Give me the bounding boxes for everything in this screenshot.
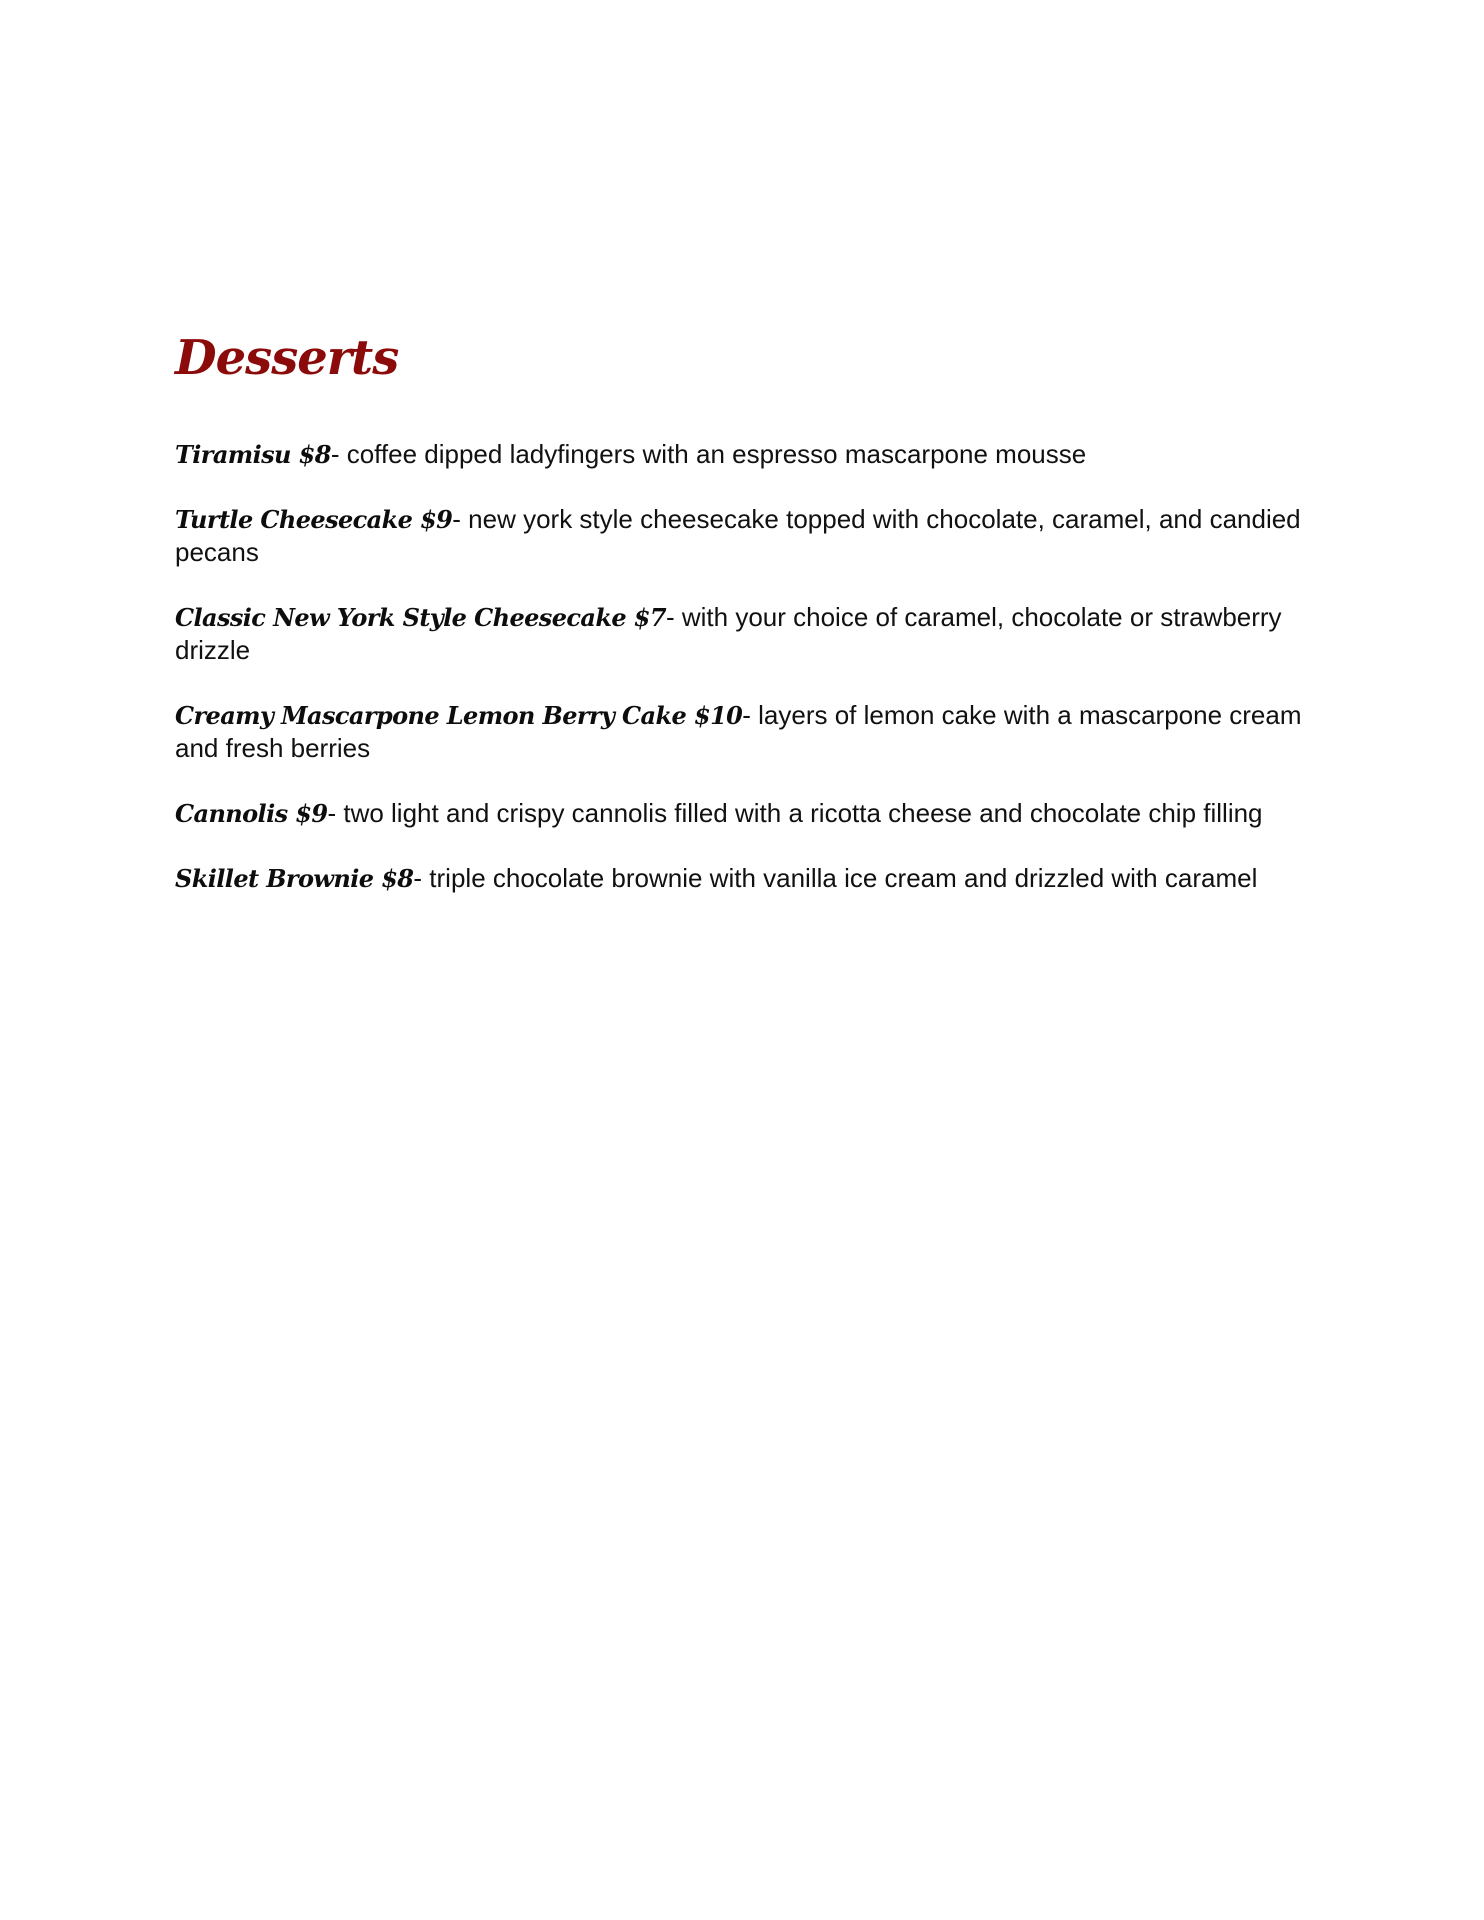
item-description: - coffee dipped ladyfingers with an espresso mascarpone mousse	[330, 439, 1087, 469]
page-title: Desserts	[175, 330, 399, 386]
item-name: Turtle Cheesecake $9	[175, 505, 453, 534]
menu-item-classic-cheesecake	[175, 601, 1325, 667]
item-description: - with your choice of caramel, chocolate or strawberry drizzle	[175, 602, 1282, 665]
menu-item-tiramisu	[175, 438, 1325, 471]
menu-item-turtle-cheesecake	[175, 503, 1325, 569]
desserts-section	[175, 326, 1325, 927]
item-description: - new york style cheesecake topped with chocolate, caramel, and candied pecans	[175, 504, 1301, 567]
menu-item-skillet-brownie	[175, 862, 1325, 895]
item-description: - two light and crispy cannolis filled with a ricotta cheese and chocolate chip filling	[327, 798, 1263, 828]
item-name: Cannolis $9	[175, 799, 328, 828]
item-name: Skillet Brownie $8	[175, 864, 414, 893]
menu-item-lemon-berry-cake	[175, 699, 1325, 765]
item-name: Tiramisu $8	[175, 440, 331, 469]
item-name: Creamy Mascarpone Lemon Berry Cake $10	[175, 701, 743, 730]
dessert-list	[175, 438, 1325, 895]
item-description: - triple chocolate brownie with vanilla ice cream and drizzled with caramel	[413, 863, 1258, 893]
menu-item-cannolis	[175, 797, 1325, 830]
item-description: - layers of lemon cake with a mascarpone cream and fresh berries	[175, 700, 1302, 763]
item-name: Classic New York Style Cheesecake $7	[175, 603, 666, 632]
